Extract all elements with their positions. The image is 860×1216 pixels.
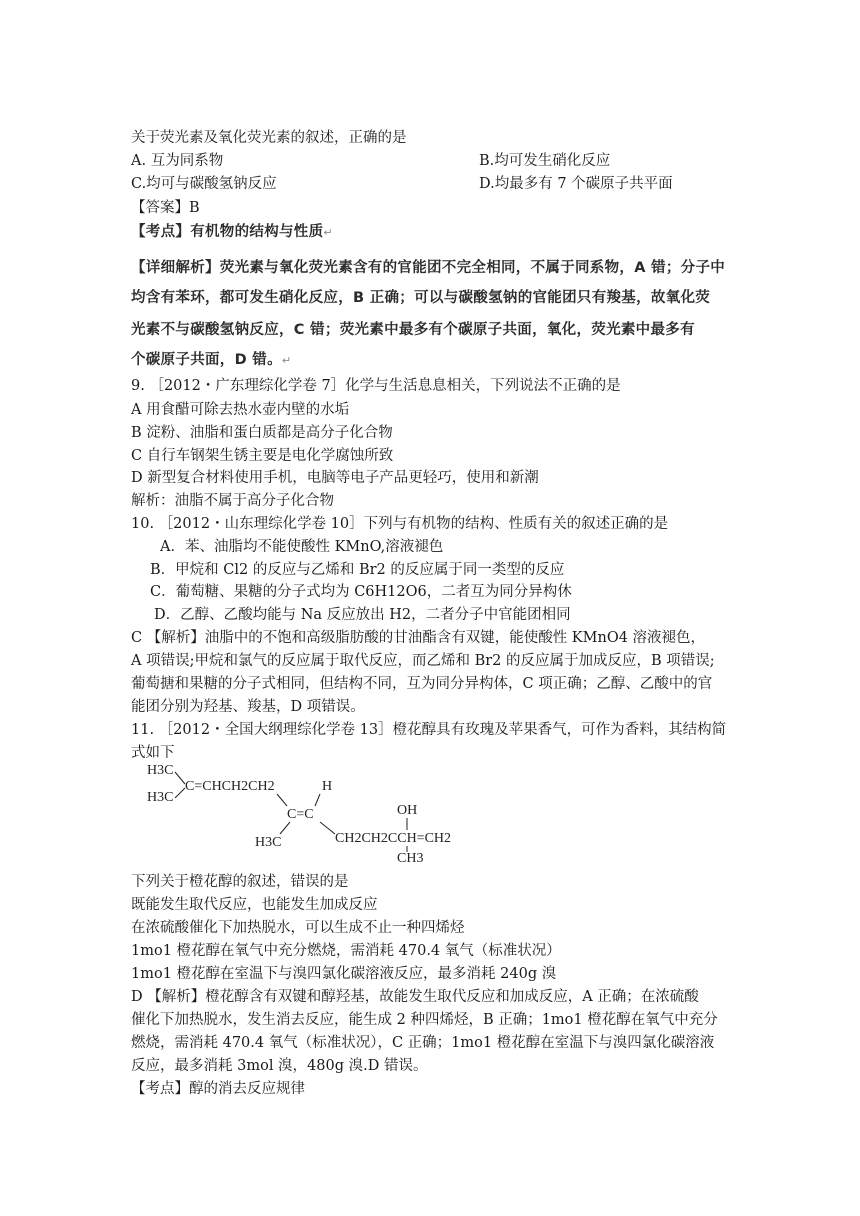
q10-stem: 10. ［2012・山东理综化学卷 10］下列与有机物的结构、性质有关的叙述正确的是 <box>131 516 669 532</box>
formula-chain-2: CH2CH2CCH=CH2 <box>335 831 452 846</box>
q11-statement-1: 既能发生取代反应，也能发生加成反应 <box>131 897 378 913</box>
q10-explanation-line-3: 葡萄搪和果糖的分子式相同，但结构不同，互为同分异构体，C 项正确；乙醇、乙酸中的官 <box>131 676 713 692</box>
q11-explanation-line-1: D 【解析】橙花醇含有双键和醇羟基，故能发生取代反应和加成反应，A 正确；在浓硫酸 <box>131 989 699 1005</box>
formula-bond <box>315 794 320 806</box>
q10-option-b: B．甲烷和 Cl2 的反应与乙烯和 Br2 的反应属于同一类型的反应 <box>150 562 565 578</box>
q8-answer: 【答案】B <box>131 200 200 216</box>
q11-topic: 【考点】醇的消去反应规律 <box>131 1081 305 1097</box>
q11-explanation-line-2: 催化下加热脱水，发生消去反应，能生成 2 种四烯烃，B 正确；1mo1 橙花醇在氧气中充分 <box>131 1012 718 1028</box>
q11-statement-2: 在浓硫酸催化下加热脱水，可以生成不止一种四烯烃 <box>131 920 465 936</box>
formula-oh: OH <box>397 803 418 818</box>
q11-statement-4: 1mo1 橙花醇在室温下与溴四氯化碳溶液反应，最多消耗 240g 溴 <box>131 966 557 982</box>
q8-option-a: A. 互为同系物 <box>131 153 224 169</box>
formula-bond <box>175 772 185 784</box>
q8-option-b: B.均可发生硝化反应 <box>479 153 611 169</box>
q10-option-c: C．葡萄糖、果糖的分子式均为 C6H12O6，二者互为同分异构休 <box>150 584 572 600</box>
q10-explanation-line-4: 能团分别为羟基、羧基，D 项错误。 <box>131 699 365 715</box>
formula-bond <box>277 794 287 806</box>
formula-h: H <box>322 779 333 794</box>
q9-option-b: B 淀粉、油脂和蛋白质都是高分子化合物 <box>131 425 393 441</box>
q8-detail-line-1: 【详细解析】荧光素与氧化荧光素含有的官能团不完全相同，不属于同系物，A 错；分子中 <box>131 260 726 276</box>
q11-explanation-line-3: 燃烧，需消耗 470.4 氧气（标准状况），C 正确；1mo1 橙花醇在室温下与溴四氯化碳溶液 <box>131 1035 715 1051</box>
q11-question: 下列关于橙花醇的叙述，错误的是 <box>131 874 349 890</box>
formula-c-double-c: C=C <box>287 807 314 822</box>
q9-stem: 9. ［2012・广东理综化学卷 7］化学与生活息息相关，下列说法不正确的是 <box>131 378 621 394</box>
q10-explanation-line-1: C 【解析】油脂中的不饱和高级脂肪酸的甘油酯含有双键，能使酸性 KMnO4 溶液褪色， <box>131 630 706 646</box>
q11-stem-line-2: 式如下 <box>131 745 175 761</box>
q8-detail-line-2: 均含有苯环，都可发生硝化反应，B 正确；可以与碳酸氢钠的官能团只有羧基，故氧化荧 <box>131 290 711 306</box>
formula-bond <box>175 788 185 798</box>
q8-topic: 【考点】有机物的结构与性质↵ <box>131 224 333 240</box>
formula-chain-1: C=CHCH2CH2 <box>185 779 275 794</box>
formula-ch3-mid: H3C <box>147 790 174 805</box>
q8-option-row-1 <box>131 151 611 171</box>
q10-option-a: A．苯、油脂均不能使酸性 KMnO,溶液褪色 <box>160 539 444 555</box>
formula-ch3-low: H3C <box>255 835 282 850</box>
q9-analysis: 解析：油脂不属于高分子化合物 <box>131 493 334 509</box>
q8-option-d: D.均最多有 7 个碳原子共平面 <box>479 176 673 192</box>
q8-detail-line-3: 光素不与碳酸氢钠反应，C 错；荧光素中最多有个碳原子共面，氧化，荧光素中最多有 <box>131 322 695 338</box>
q8-option-row-2 <box>131 174 673 194</box>
formula-ch3-top: H3C <box>147 763 174 778</box>
return-mark-icon: ↵ <box>281 354 292 367</box>
q9-option-a: A 用食醋可除去热水壶内壁的水垢 <box>131 402 350 418</box>
q9-option-d: D 新型复合材料使用手机，电脑等电子产品更轻巧，使用和新潮 <box>131 470 539 486</box>
formula-bond <box>320 822 335 834</box>
q8-stem: 关于荧光素及氧化荧光素的叙述，正确的是 <box>131 130 407 146</box>
q9-option-c: C 自行车钢架生锈主要是电化学腐蚀所致 <box>131 448 394 464</box>
q8-option-c: C.均可与碳酸氢钠反应 <box>131 176 277 192</box>
q10-explanation-line-2: A 项错误;甲烷和氯气的反应属于取代反应，而乙烯和 Br2 的反应属于加成反应，B 项错误; <box>131 653 715 669</box>
nerol-structural-formula <box>145 758 485 862</box>
q10-option-d: D．乙醇、乙酸均能与 Na 反应放出 H2，二者分子中官能团相同 <box>154 607 571 623</box>
q11-stem-line-1: 11. ［2012・全国大纲理综化学卷 13］橙花醇具有玫瑰及苹果香气，可作为香料，其结构简 <box>131 722 727 738</box>
return-mark-icon: ↵ <box>323 226 333 239</box>
formula-bond <box>280 822 290 834</box>
formula-ch3-bottom: CH3 <box>397 851 424 862</box>
q11-statement-3: 1mo1 橙花醇在氧气中充分燃烧，需消耗 470.4 氧气（标准状况） <box>131 943 561 959</box>
q8-detail-line-4: 个碳原子共面，D 错。↵ <box>131 352 292 368</box>
q11-explanation-line-4: 反应，最多消耗 3mol 溴，480g 溴.D 错误。 <box>131 1058 428 1074</box>
